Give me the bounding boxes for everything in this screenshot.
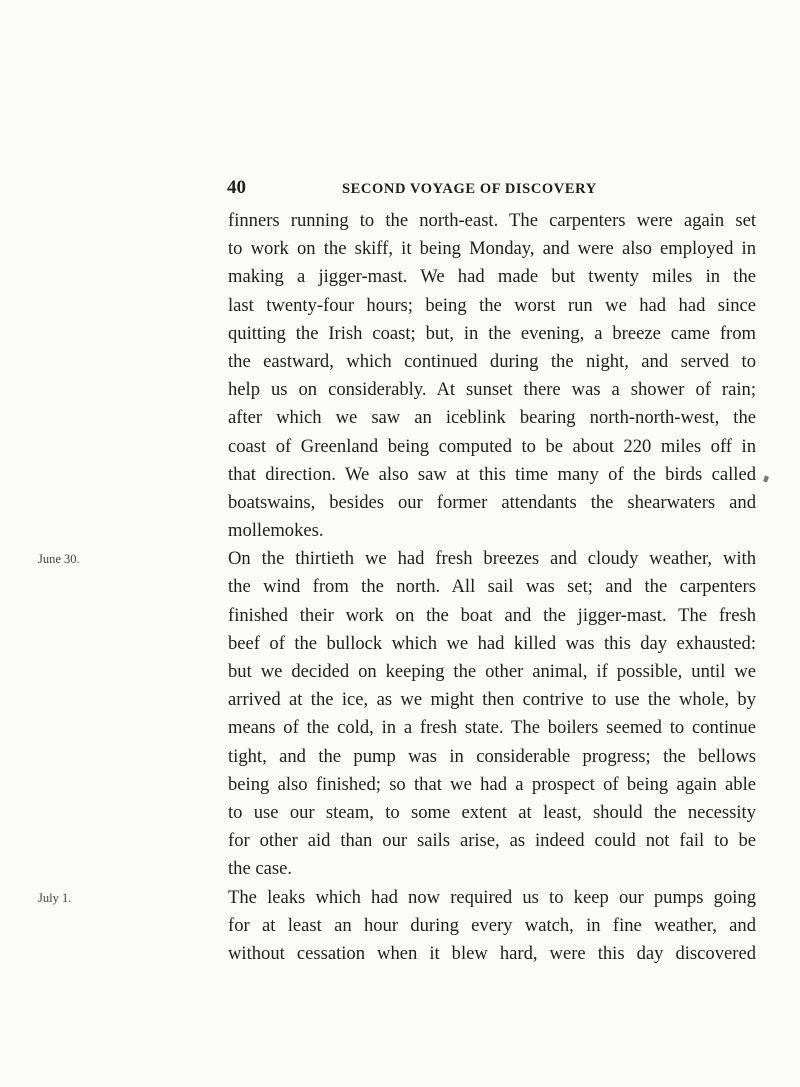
text-line	[228, 404, 756, 432]
text-line	[228, 235, 756, 263]
text-line	[228, 292, 756, 320]
line-text: to work on the skiff, it being Monday, and were also employed in	[228, 238, 756, 260]
text-line	[228, 827, 756, 855]
text-line	[228, 573, 756, 601]
text-line	[228, 855, 756, 883]
line-text: the wind from the north. All sail was set; and the carpenters	[228, 576, 756, 598]
line-text: the eastward, which continued during the night, and served to	[228, 350, 756, 372]
line-text: to use our steam, to some extent at least, should the necessity	[228, 801, 756, 823]
line-text: tight, and the pump was in considerable progress; the bellows	[228, 745, 756, 767]
line-text: finners running to the north-east. The carpenters were again set	[228, 210, 756, 231]
text-line	[228, 714, 756, 742]
line-text: for at least an hour during every watch, in fine weather, and	[228, 914, 756, 936]
line-text: after which we saw an iceblink bearing north-north-west, the	[228, 407, 756, 429]
text-line	[228, 799, 756, 827]
line-text: boatswains, besides our former attendants the shearwaters and	[228, 491, 756, 513]
line-text: coast of Greenland being computed to be about 220 miles off in	[228, 435, 756, 457]
line-text: without cessation when it blew hard, were this day discovered	[228, 942, 756, 964]
line-text: the case.	[228, 858, 293, 880]
line-text: quitting the Irish coast; but, in the evening, a breeze came from	[228, 322, 756, 344]
body-text	[38, 207, 756, 968]
line-text: last twenty-four hours; being the worst run we had had since	[228, 294, 756, 316]
line-text: making a jigger-mast. We had made but twenty miles in the	[228, 266, 756, 288]
line-text: beef of the bullock which we had killed was this day exhausted:	[228, 632, 756, 654]
page-number: 40	[227, 177, 246, 198]
text-line	[228, 940, 756, 968]
line-text: The leaks which had now required us to keep our pumps going	[228, 886, 756, 908]
margin-date-note: June 30.	[38, 552, 80, 567]
text-line	[228, 433, 756, 461]
text-line	[228, 658, 756, 686]
text-line	[228, 263, 756, 291]
line-text: for other aid than our sails arise, as indeed could not fail to be	[228, 830, 756, 852]
text-line	[228, 207, 756, 235]
line-text: help us on considerably. At sunset there was a shower of rain;	[228, 379, 756, 401]
text-line	[228, 517, 756, 545]
page-header	[0, 177, 800, 207]
text-line	[228, 489, 756, 517]
text-line	[228, 376, 756, 404]
text-line	[228, 320, 756, 348]
line-text: On the thirtieth we had fresh breezes and cloudy weather, with	[228, 548, 756, 570]
text-line	[228, 743, 756, 771]
line-text: finished their work on the boat and the jigger-mast. The fresh	[228, 604, 756, 626]
scan-speck	[763, 475, 769, 482]
running-head: SECOND VOYAGE OF DISCOVERY	[342, 181, 597, 197]
text-line	[228, 602, 756, 630]
text-line	[38, 884, 756, 912]
line-text: arrived at the ice, as we might then contrive to use the whole, by	[228, 689, 756, 711]
line-text: mollemokes.	[228, 520, 324, 542]
text-line	[228, 686, 756, 714]
text-line	[228, 912, 756, 940]
text-line	[228, 348, 756, 376]
margin-date-note: July 1.	[38, 890, 72, 905]
text-line	[228, 461, 756, 489]
line-text: that direction. We also saw at this time many of the birds called	[228, 463, 756, 485]
text-line	[228, 630, 756, 658]
line-text: being also finished; so that we had a prospect of being again able	[228, 773, 756, 795]
text-line	[228, 771, 756, 799]
line-text: means of the cold, in a fresh state. The boilers seemed to continue	[228, 717, 756, 739]
line-text: but we decided on keeping the other animal, if possible, until we	[228, 661, 756, 682]
text-line	[38, 545, 756, 573]
